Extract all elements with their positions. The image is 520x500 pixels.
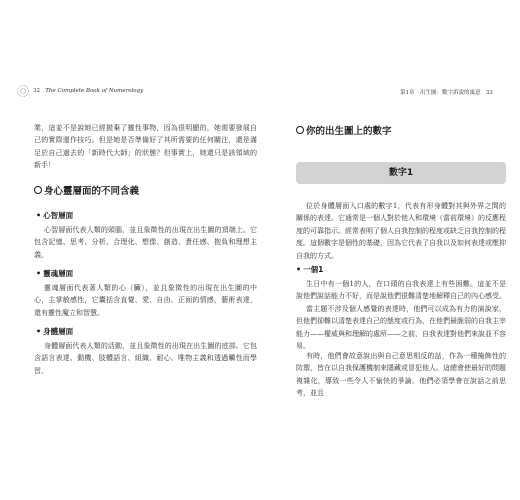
right-page-number: 33 [485, 90, 493, 96]
one-1-paragraph-2: 當主題不涉及個人感覺的表達時，他們可以成為有力的演說家，但他們卻難以清楚表達自己的態度或行為，在他們最脆弱的自我主宰能力——權威與和理解的處所——之前，自我表達對他們來說並不容易。 [296, 305, 506, 351]
book-title: The Complete Book of Numerology [45, 88, 144, 94]
soul-body: 靈魂層面代表著人類的心（臟），並且象徵性的出現在出生圖的中心，主掌敏感性，它囊括含直覺、愛、自由、正面的情感，藝術表達，還有靈性魔立和智慧。 [34, 284, 257, 317]
heading-bullet-icon [296, 126, 304, 134]
left-page-number: 32 [33, 88, 40, 94]
subhead-soul: • 靈魂層面 [36, 269, 74, 278]
left-running-head [33, 88, 143, 94]
section-bullet-icon [34, 186, 42, 194]
subhead-one-1: • 一個1 [296, 265, 324, 274]
intro-paragraph: 業，這並不是說她已經拋棄了靈性事物，因為很明顯的，她需要發展自己的實際運作技巧。但是她是否準備好了其所需要的任何關注，還是滿足於自己過去的「新時代大師」的狀態？但事實上，她還只是該領域的新手！ [34, 124, 257, 170]
number-box [296, 162, 506, 184]
chapter-label: 第1章 出生圖：數字訴說的寓意 [400, 90, 481, 96]
one-1-paragraph-3: 有時，他們會故意說出與自己意思相反的話，作為一種掩飾性的防禦，皆在以自我保護機制來隱藏或冒犯他人。這總會使最好的問題複雜化，導致一些令人不愉快的爭論。他們必須學會在說話之前思考，並且 [296, 352, 506, 398]
right-heading: 你的出生圖上的數字 [296, 123, 392, 137]
mental-body: 心智層面代表人類的頭腦，並且象徵性的出現在出生圖的頂端上。它包含記憶、思考、分析、合理化、想像、創造、責任感、抱負和理想主義。 [34, 226, 257, 259]
decorative-ornament-icon [16, 84, 30, 98]
physical-body: 身體層面代表人類的活動，並且象徵性的出現在出生圖的底部。它包含語言表達、動機、肢體語言、組織、耐心、唯物主義和透過觸性而學習。 [34, 342, 257, 375]
subhead-physical: • 身體層面 [36, 327, 74, 336]
number-box-label: 數字1 [388, 168, 414, 178]
subhead-mental: • 心智層面 [36, 211, 74, 220]
one-1-paragraph: 生日中有一個1的人，在口頭的自我表達上有些困難。這並不是說他們說話能力不好，而是說他們很難清楚地解釋自己的內心感受。 [296, 280, 506, 301]
section-heading: 身心靈層面的不同含義 [34, 183, 139, 197]
number1-paragraph: 位於身體層面入口處的數字1，代表有形身體對其與外界之間的關係的表達。它通常是一個人對於他人和環境（當前環境）的反應程度的可靠指示。經常表明了個人自我控制的程度或缺乏自我控制的程度。這個數字是個性的基礎，因為它代表了自我以及如何表達或壓抑自我的方式。 [296, 202, 506, 260]
right-running-head [400, 88, 493, 96]
